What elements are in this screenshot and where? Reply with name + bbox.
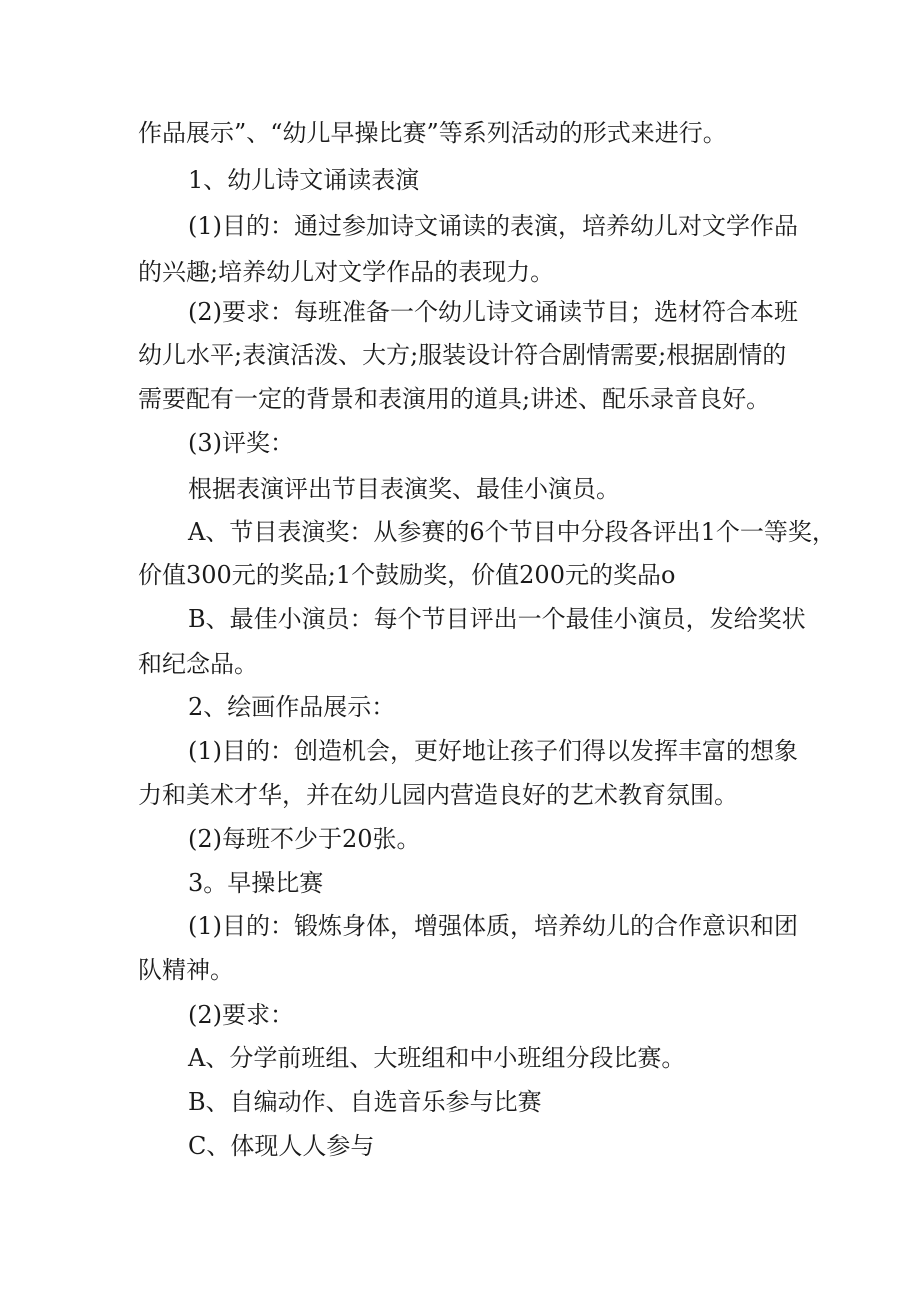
text-line: (2)每班不少于20张。 xyxy=(188,825,421,853)
text-line: 和纪念品。 xyxy=(138,650,258,678)
text-line: (1)目的：锻炼身体，增强体质，培养幼儿的合作意识和团 xyxy=(188,912,798,940)
text-line: 幼儿水平;表演活泼、大方;服装设计符合剧情需要;根据剧情的 xyxy=(138,341,787,369)
text-line: (1)目的：通过参加诗文诵读的表演，培养幼儿对文学作品 xyxy=(188,212,798,240)
text-line: 的兴趣;培养幼儿对文学作品的表现力。 xyxy=(138,258,555,286)
section-heading: 2、绘画作品展示： xyxy=(188,693,396,721)
text-line: A、节目表演奖：从参赛的6个节目中分段各评出1个一等奖， xyxy=(188,518,836,546)
text-line: (2)要求：每班准备一个幼儿诗文诵读节目；选材符合本班 xyxy=(188,298,798,326)
text-line: B、自编动作、自选音乐参与比赛 xyxy=(188,1088,542,1116)
text-line: 力和美术才华，并在幼儿园内营造良好的艺术教育氛围。 xyxy=(138,781,738,809)
text-line: 需要配有一定的背景和表演用的道具;讲述、配乐录音良好。 xyxy=(138,385,771,413)
text-line: 价值300元的奖品;1个鼓励奖，价值200元的奖品o xyxy=(138,561,676,589)
section-heading: 1、幼儿诗文诵读表演 xyxy=(188,166,420,194)
section-heading: 3。早操比赛 xyxy=(188,869,324,897)
text-line: (1)目的：创造机会，更好地让孩子们得以发挥丰富的想象 xyxy=(188,737,798,765)
text-line: B、最佳小演员：每个节目评出一个最佳小演员，发给奖状 xyxy=(188,605,806,633)
text-line: 队精神。 xyxy=(138,956,234,984)
text-line: (2)要求： xyxy=(188,1001,294,1029)
text-line: A、分学前班组、大班组和中小班组分段比赛。 xyxy=(188,1044,686,1072)
text-line: (3)评奖： xyxy=(188,429,294,457)
text-line: 作品展示”、“幼儿早操比赛”等系列活动的形式来进行。 xyxy=(138,119,727,147)
text-line: C、体现人人参与 xyxy=(188,1132,375,1160)
text-line: 根据表演评出节目表演奖、最佳小演员。 xyxy=(188,475,620,503)
